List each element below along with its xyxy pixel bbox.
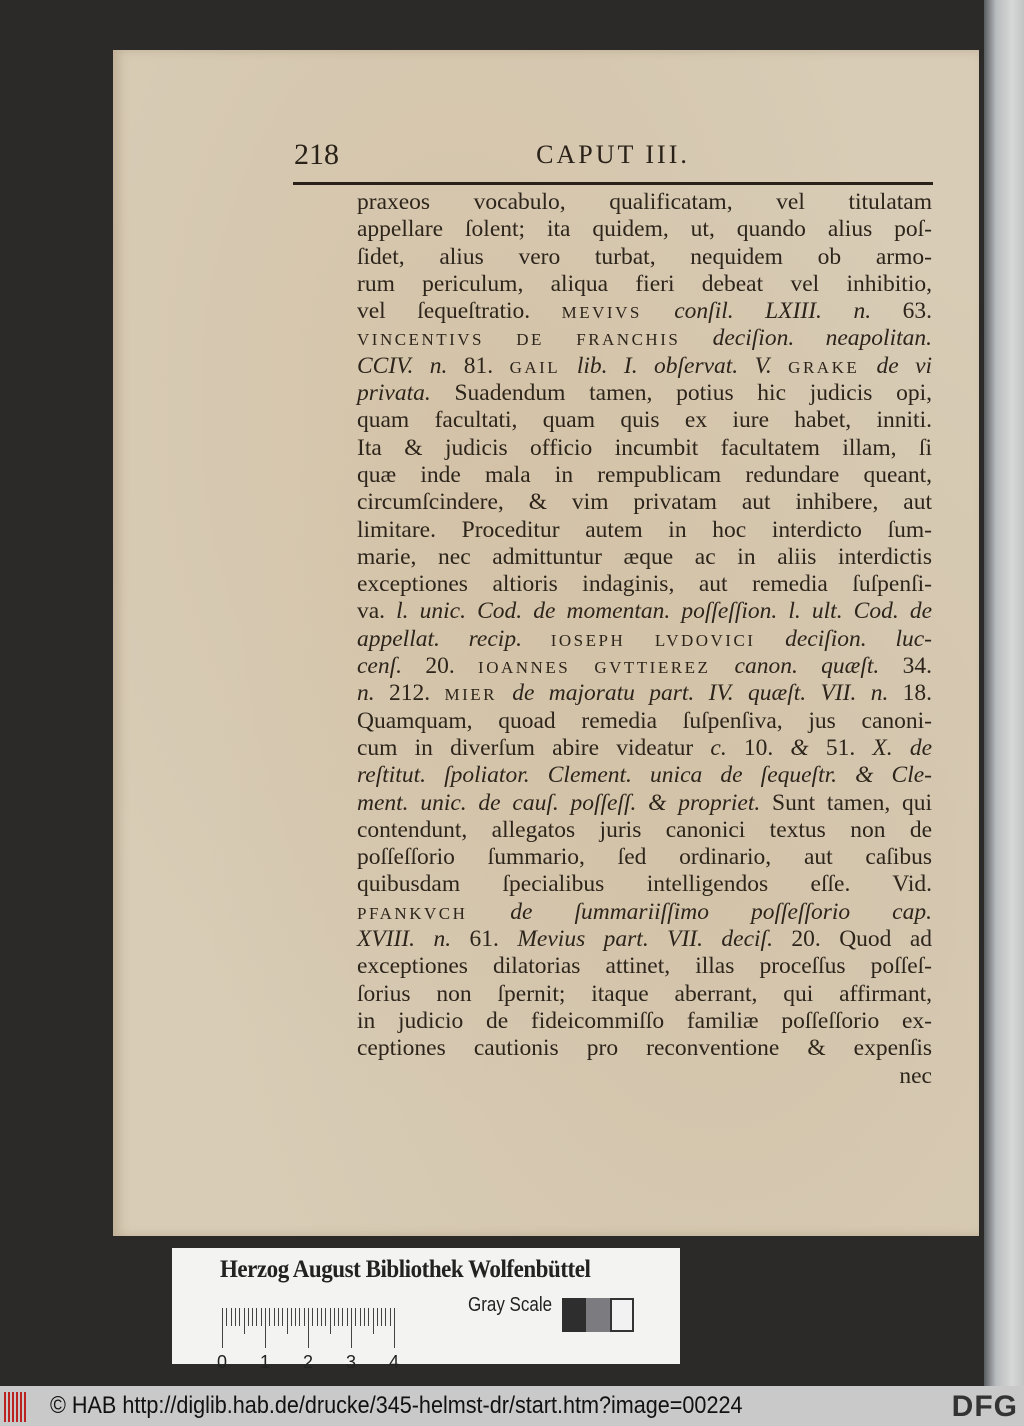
text-line xyxy=(357,380,932,407)
text-run: 20. Quod ad xyxy=(791,926,933,953)
ruler-tick xyxy=(355,1308,356,1326)
author-name: GRAKE xyxy=(788,357,877,377)
text-run: marie, nec admittuntur æque ac in aliis interdictis xyxy=(357,543,932,570)
text-run: 63. xyxy=(902,298,932,325)
ruler-tick xyxy=(256,1308,257,1326)
italic-citation: & xyxy=(790,734,826,761)
ruler-tick xyxy=(282,1308,283,1326)
ruler-tick xyxy=(334,1308,335,1326)
page-number: 218 xyxy=(294,138,339,171)
ruler-tick xyxy=(351,1308,352,1348)
text-run: limitare. Proceditur autem in hoc interdicto ſum- xyxy=(357,516,932,543)
ruler-tick xyxy=(325,1308,326,1326)
ruler-tick xyxy=(364,1308,365,1326)
ruler-number: 0 xyxy=(217,1352,228,1372)
ruler-number: 3 xyxy=(346,1352,357,1372)
text-line xyxy=(357,298,932,325)
text-line xyxy=(357,981,932,1008)
author-name: GAIL xyxy=(509,357,577,377)
text-run: exceptiones altioris indaginis, aut remedia ſuſpenſi- xyxy=(357,571,932,598)
ruler-tick xyxy=(231,1308,232,1326)
hab-logo-icon xyxy=(4,1392,26,1422)
text-line xyxy=(357,353,932,380)
text-run: cum in diverſum abire videatur xyxy=(357,734,711,761)
text-run: 34. xyxy=(902,653,932,680)
italic-citation: cenſ. xyxy=(357,653,426,680)
gray-swatch xyxy=(610,1298,634,1332)
dfg-logo: DFG xyxy=(951,1390,1018,1423)
adjacent-page-edge xyxy=(984,0,1024,1386)
italic-citation: X. de xyxy=(872,734,933,761)
copyright-url[interactable]: © HAB http://diglib.hab.de/drucke/345-helmst-dr/start.htm?image=00224 xyxy=(50,1392,743,1419)
ruler-tick xyxy=(222,1308,223,1348)
footer-bar xyxy=(0,1386,1024,1426)
ruler-tick xyxy=(287,1308,288,1334)
page-body-text xyxy=(357,189,932,1090)
ruler-tick xyxy=(269,1308,270,1326)
italic-citation: l. unic. Cod. de momentan. poſſeſſion. l. ult. Cod. de xyxy=(396,598,932,625)
italic-citation: de ſummariiſſimo poſſeſſorio cap. xyxy=(510,898,932,925)
text-run: quam facultati, quam quis ex iure habet, inniti. xyxy=(357,407,932,434)
text-line xyxy=(357,926,932,953)
ruler-tick xyxy=(252,1308,253,1326)
text-line xyxy=(357,680,932,707)
ruler-tick xyxy=(261,1308,262,1326)
italic-citation: reſtitut. ſpoliator. Clement. unica de ſequeſtr. & Cle- xyxy=(357,762,932,789)
italic-citation: appellat. recip. xyxy=(357,625,551,652)
italic-citation: de vi xyxy=(876,352,933,379)
text-line xyxy=(357,817,932,844)
gray-swatch xyxy=(562,1298,586,1332)
ruler-tick xyxy=(368,1308,369,1326)
italic-citation: CCIV. n. xyxy=(357,352,464,379)
catchword: nec xyxy=(899,1062,932,1089)
text-line xyxy=(357,517,932,544)
gray-scale-label: Gray Scale xyxy=(468,1294,553,1316)
ruler-tick xyxy=(299,1308,300,1326)
text-run: 51. xyxy=(825,734,873,761)
ruler-tick xyxy=(394,1308,395,1348)
text-line xyxy=(357,653,932,680)
text-run: in judicio de fideicommiſſo familiæ poſſeſſorio ex- xyxy=(357,1007,932,1034)
gray-swatch xyxy=(586,1298,610,1332)
text-line xyxy=(357,571,932,598)
text-run: 212. xyxy=(388,680,445,707)
ruler-tick xyxy=(342,1308,343,1326)
ruler-tick xyxy=(239,1308,240,1326)
text-run: 81. xyxy=(463,352,510,379)
italic-citation: ment. unic. de cauſ. poſſeſſ. & propriet. xyxy=(357,789,773,816)
ruler-tick xyxy=(390,1308,391,1326)
ruler-number: 1 xyxy=(260,1352,271,1372)
color-reference-card xyxy=(172,1248,680,1372)
author-name: IOANNES GVTTIEREZ xyxy=(478,658,735,678)
text-run: ſidet, alius vero turbat, nequidem ob armo- xyxy=(357,243,932,270)
text-line xyxy=(357,735,932,762)
measurement-ruler xyxy=(217,1300,402,1372)
ruler-tick xyxy=(338,1308,339,1326)
text-run: Ita & judicis officio incumbit facultatem illam, ſi xyxy=(357,434,932,461)
text-run: vel ſequeſtratio. xyxy=(357,298,562,325)
author-name: VINCENTIVS DE FRANCHIS xyxy=(357,330,713,350)
ruler-number: 4 xyxy=(389,1352,400,1372)
text-line xyxy=(357,216,932,243)
library-name: Herzog August Bibliothek Wolfenbüttel xyxy=(220,1256,591,1283)
text-line xyxy=(357,871,932,898)
text-run: contendunt, allegatos juris canonici textus non de xyxy=(357,816,932,843)
text-line xyxy=(357,953,932,980)
text-line xyxy=(357,462,932,489)
text-run: 10. xyxy=(743,734,791,761)
author-name: PFANKVCH xyxy=(357,903,511,923)
ruler-tick xyxy=(248,1308,249,1326)
ruler-tick xyxy=(312,1308,313,1326)
text-line xyxy=(357,544,932,571)
ruler-tick xyxy=(235,1308,236,1326)
running-head: CAPUT III. xyxy=(536,140,690,169)
text-run: rum periculum, aliqua fieri debeat vel inhibitio, xyxy=(357,270,932,297)
text-line xyxy=(357,489,932,516)
text-run: Suadendum tamen, potius hic judicis opi, xyxy=(454,380,932,407)
text-run: circumſcindere, & vim privatam aut inhibere, aut xyxy=(357,489,932,516)
italic-citation: n. xyxy=(357,680,389,707)
italic-citation: XVIII. n. xyxy=(357,926,470,953)
ruler-tick xyxy=(321,1308,322,1326)
ruler-tick xyxy=(347,1308,348,1326)
text-line xyxy=(357,325,932,352)
ruler-tick xyxy=(317,1308,318,1326)
italic-citation: deciſion. neapolitan. xyxy=(712,325,933,352)
text-line xyxy=(357,790,932,817)
author-name: IOSEPH LVDOVICI xyxy=(550,630,786,650)
text-line xyxy=(357,1008,932,1035)
text-line xyxy=(357,1035,932,1062)
text-line xyxy=(357,626,932,653)
page-header xyxy=(294,138,932,174)
text-line xyxy=(357,762,932,789)
text-line xyxy=(357,899,932,926)
italic-citation: deciſion. luc- xyxy=(785,625,932,652)
author-name: MEVIVS xyxy=(561,303,675,323)
ruler-tick xyxy=(244,1308,245,1334)
text-run: exceptiones dilatorias attinet, illas proceſſus poſſeſ- xyxy=(357,953,932,980)
ruler-tick xyxy=(385,1308,386,1326)
italic-citation: lib. I. obſervat. V. xyxy=(576,352,789,379)
italic-citation: privata. xyxy=(357,380,455,407)
text-run: 20. xyxy=(425,653,479,680)
ruler-tick xyxy=(373,1308,374,1334)
ruler-tick xyxy=(360,1308,361,1326)
ruler-tick xyxy=(291,1308,292,1326)
text-line xyxy=(357,407,932,434)
text-run: appellare ſolent; ita quidem, ut, quando alius poſ- xyxy=(357,216,932,243)
text-run: poſſeſſorio ſummario, ſed ordinario, aut caſibus xyxy=(357,844,932,871)
italic-citation: c. xyxy=(710,734,744,761)
text-run: ſorius non ſpernit; itaque aberrant, qui affirmant, xyxy=(357,980,932,1007)
ruler-tick xyxy=(308,1308,309,1348)
ruler-tick xyxy=(330,1308,331,1334)
text-line xyxy=(357,435,932,462)
ruler-tick xyxy=(377,1308,378,1326)
text-run: Quamquam, quoad remedia ſuſpenſiva, jus canoni- xyxy=(357,707,932,734)
text-run: quæ inde mala in rempublicam redundare queant, xyxy=(357,461,932,488)
text-line xyxy=(357,244,932,271)
text-run: praxeos vocabulo, qualificatam, vel titulatam xyxy=(357,189,932,215)
text-run: ceptiones cautionis pro reconventione & expenſis xyxy=(357,1035,932,1062)
text-run: 18. xyxy=(902,680,933,707)
author-name: MIER xyxy=(444,685,513,705)
italic-citation: Mevius part. VII. deciſ. xyxy=(517,926,792,953)
text-line xyxy=(357,708,932,735)
italic-citation: conſil. LXIII. n. xyxy=(674,298,903,325)
header-rule xyxy=(293,182,933,185)
text-run: Sunt tamen, qui xyxy=(772,789,933,816)
ruler-tick xyxy=(381,1308,382,1326)
text-line xyxy=(357,189,932,216)
ruler-tick xyxy=(274,1308,275,1326)
italic-citation: de majoratu part. IV. quæſt. VII. n. xyxy=(512,680,903,707)
text-run: quibusdam ſpecialibus intelligendos eſſe. Vid. xyxy=(357,871,932,898)
ruler-tick xyxy=(304,1308,305,1326)
ruler-tick xyxy=(226,1308,227,1326)
text-line xyxy=(357,271,932,298)
italic-citation: canon. quæſt. xyxy=(734,653,903,680)
text-line xyxy=(357,844,932,871)
ruler-tick xyxy=(295,1308,296,1326)
ruler-tick xyxy=(265,1308,266,1348)
ruler-number: 2 xyxy=(303,1352,314,1372)
text-run: 61. xyxy=(469,926,518,953)
text-line xyxy=(357,598,932,625)
ruler-tick xyxy=(278,1308,279,1326)
text-run: va. xyxy=(357,598,397,625)
